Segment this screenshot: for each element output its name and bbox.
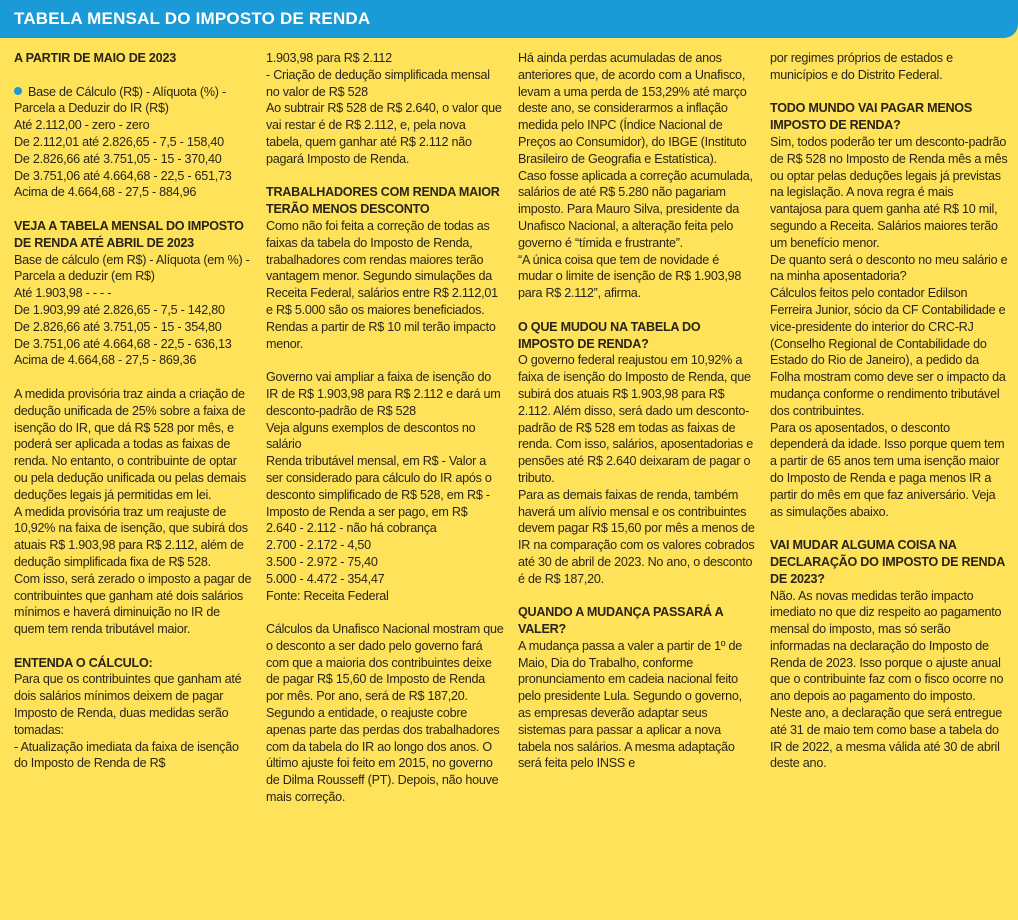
- article-body: [0, 38, 1018, 920]
- paragraph: Para que os contribuintes que ganham até dois salários mínimos deixem de pagar Imposto de Renda, duas medidas serão tomadas:: [14, 672, 242, 737]
- paragraph: Governo vai ampliar a faixa de isenção do IR de R$ 1.903,98 para R$ 2.112 e dará um desconto-padrão de R$ 528: [266, 370, 501, 418]
- table-row: De 2.112,01 até 2.826,65 - 7,5 - 158,40: [14, 134, 224, 149]
- paragraph: O governo federal reajustou em 10,92% a faixa de isenção do Imposto de Renda, que subirá dos atuais R$ 1.903,98 para R$ 2.112. Além disso, será dado um desconto-padrão de R$ 528 em todas as faixas de renda. Com isso, salários, aposentadorias e pensões até R$ 2.640 deixaram de pagar o tributo.: [518, 353, 753, 485]
- paragraph: Cálculos da Unafisco Nacional mostram que o desconto a ser dado pelo governo fará com que a maioria dos contribuintes deixe de pagar R$ 15,60 de Imposto de Renda por mês. Por ano, será de R$ 187,20.: [266, 622, 504, 704]
- section-heading: ENTENDA O CÁLCULO:: [14, 655, 153, 670]
- section-heading: VEJA A TABELA MENSAL DO IMPOSTO DE RENDA ATÉ ABRIL DE 2023: [14, 218, 244, 250]
- paragraph: por regimes próprios de estados e municípios e do Distrito Federal.: [770, 51, 953, 82]
- section-heading: VAI MUDAR ALGUMA COISA NA DECLARAÇÃO DO IMPOSTO DE RENDA DE 2023?: [770, 538, 1005, 586]
- paragraph: Com isso, será zerado o imposto a pagar de contribuintes que ganham até dois salários mínimos e haverá diminuição no IR de quem tem renda tributável maior.: [14, 571, 252, 637]
- paragraph: Renda tributável mensal, em R$ - Valor a ser considerado para cálculo do IR após o desconto simplificado de R$ 528, em R$ - Imposto de Renda a ser pago, em R$: [266, 454, 492, 519]
- table-row: 5.000 - 4.472 - 354,47: [266, 571, 385, 586]
- column-3: [518, 50, 756, 772]
- table-row: Até 2.112,00 - zero - zero: [14, 118, 150, 133]
- section-heading: QUANDO A MUDANÇA PASSARÁ A VALER?: [518, 605, 724, 637]
- table-row: De 3.751,06 até 4.664,68 - 22,5 - 636,13: [14, 336, 232, 351]
- paragraph: 1.903,98 para R$ 2.112: [266, 51, 392, 65]
- table-row: 3.500 - 2.972 - 75,40: [266, 554, 378, 569]
- column-4: [770, 50, 1008, 772]
- source-note: Fonte: Receita Federal: [266, 588, 389, 603]
- paragraph: Veja alguns exemplos de descontos no salário: [266, 420, 476, 452]
- table-row: De 3.751,06 até 4.664,68 - 22,5 - 651,73: [14, 168, 232, 183]
- column-2: [266, 50, 504, 806]
- table-row: Acima de 4.664,68 - 27,5 - 884,96: [14, 185, 197, 200]
- table-row: Acima de 4.664,68 - 27,5 - 869,36: [14, 353, 197, 368]
- paragraph: A medida provisória traz ainda a criação de dedução unificada de 25% sobre a faixa de isenção do IR, que dá R$ 528 por mês, e poderá ser aplicada a todas as faixas de renda. No entanto, o contribuinte de optar ou pela dedução unificada ou pelas demais deduções legais já permitidas em lei.: [14, 386, 247, 502]
- paragraph: Sim, todos poderão ter um desconto-padrão de R$ 528 no Imposto de Renda mês a mês ou optar pelas deduções legais já previstas na legislação. A nova regra é mais vantajosa para quem ganha até R$ 10 mil, segundo a Receita. Salários maiores terão um benefício menor.: [770, 134, 1008, 250]
- paragraph: A medida provisória traz um reajuste de 10,92% na faixa de isenção, que subirá dos atuais R$ 1.903,98 para R$ 2.112, além de dedução simplificada fixa de R$ 528.: [14, 504, 248, 569]
- paragraph: - Atualização imediata da faixa de isenção do Imposto de Renda de R$: [14, 739, 239, 771]
- paragraph: “A única coisa que tem de novidade é mudar o limite de isenção de R$ 1.903,98 para R$ 2.112”, afirma.: [518, 252, 742, 301]
- paragraph: Segundo a entidade, o reajuste cobre apenas parte das perdas dos trabalhadores com da tabela do IR ao longo dos anos. O último ajuste foi feito em 2015, no governo de Dilma Rousseff (PT). Depois, não houve mais correção.: [266, 706, 500, 805]
- paragraph: Ao subtrair R$ 528 de R$ 2.640, o valor que vai restar é de R$ 2.112, e, pela nova tabela, quem ganhar até R$ 2.112 não pagará Imposto de Renda.: [266, 101, 502, 166]
- paragraph: Cálculos feitos pelo contador Edilson Ferreira Junior, sócio da CF Contabilidade e vice-presidente do interior do CRC-RJ (Conselho Regional de Contabilidade do Estado do Rio de Janeiro), a pedido da Folha mostram como deve ser o impacto da mudança conforme o rendimento tributável dos contribuintes.: [770, 286, 1006, 418]
- paragraph: Não. As novas medidas terão impacto imediato no que diz respeito ao pagamento mensal do imposto, mas só serão informadas na declaração do Imposto de Renda de 2023. Isso porque o ajuste anual que o contribuinte faz com o fisco ocorre no ano depois ao pagamento do imposto.: [770, 588, 1004, 704]
- paragraph: A mudança passa a valer a partir de 1º de Maio, Dia do Trabalho, conforme pronunciamento em cadeia nacional feito pelo presidente Lula. Segundo o governo, as empresas deverão adaptar seus sistemas para passar a aplicar a nova tabela nos salários. A mesma adaptação será feita pelo INSS e: [518, 638, 742, 771]
- paragraph: De quanto será o desconto no meu salário e na minha aposentadoria?: [770, 252, 1008, 284]
- table-row: De 2.826,66 até 3.751,05 - 15 - 370,40: [14, 151, 222, 166]
- paragraph: Para os aposentados, o desconto dependerá da idade. Isso porque quem tem a partir de 65 anos tem uma isenção maior do Imposto de Renda e paga menos IR a partir do mês em que faz aniversário. Veja as simulações abaixo.: [770, 420, 1005, 519]
- column-1: [14, 50, 252, 772]
- table-header-line: Base de Cálculo (R$) - Alíquota (%) - Parcela a Deduzir do IR (R$): [14, 84, 252, 118]
- header-banner: [0, 0, 1018, 38]
- paragraph: Caso fosse aplicada a correção acumulada, salários de até R$ 5.280 não pagariam imposto. Para Mauro Silva, presidente da Unafisco Nacional, a alteração feita pelo governo é “tímida e frustrante”.: [518, 168, 753, 250]
- page-title: TABELA MENSAL DO IMPOSTO DE RENDA: [14, 9, 371, 28]
- paragraph: Há ainda perdas acumuladas de anos anteriores que, de acordo com a Unafisco, levam a uma perda de 153,29% até março deste ano, se considerarmos a inflação medida pelo INPC (Índice Nacional de Preços ao Consumidor), do IBGE (Instituto Brasileiro de Geografia e Estatística).: [518, 51, 747, 166]
- table-header-line: Base de cálculo (em R$) - Alíquota (em %) - Parcela a deduzir (em R$): [14, 252, 250, 284]
- section-heading: TRABALHADORES COM RENDA MAIOR TERÃO MENOS DESCONTO: [266, 185, 500, 217]
- section-heading: TODO MUNDO VAI PAGAR MENOS IMPOSTO DE RENDA?: [770, 101, 973, 133]
- paragraph: - Criação de dedução simplificada mensal no valor de R$ 528: [266, 67, 490, 99]
- table-row: Até 1.903,98 - - - -: [14, 286, 112, 301]
- section-heading: O QUE MUDOU NA TABELA DO IMPOSTO DE RENDA?: [518, 319, 701, 351]
- table-row: De 2.826,66 até 3.751,05 - 15 - 354,80: [14, 319, 222, 334]
- paragraph: Como não foi feita a correção de todas as faixas da tabela do Imposto de Renda, trabalhadores com rendas maiores terão vantagem menor. Segundo simulações da Receita Federal, salários entre R$ 2.112,01 e R$ 5.000 são os maiores beneficiados. Rendas a partir de R$ 10 mil terão impacto menor.: [266, 218, 498, 351]
- paragraph: Para as demais faixas de renda, também haverá um alívio mensal e os contribuintes devem pagar R$ 15,60 por mês a menos de IR na comparação com os valores cobrados até 30 de abril de 2023. No ano, o desconto é de R$ 187,20.: [518, 487, 755, 586]
- table-row: De 1.903,99 até 2.826,65 - 7,5 - 142,80: [14, 302, 225, 317]
- section-heading: A PARTIR DE MAIO DE 2023: [14, 51, 176, 65]
- paragraph: Neste ano, a declaração que será entregue até 31 de maio tem como base a tabela do IR de 2022, a mesma válida até 30 de abril deste ano.: [770, 706, 1002, 771]
- table-row: 2.640 - 2.112 - não há cobrança: [266, 521, 437, 536]
- table-row: 2.700 - 2.172 - 4,50: [266, 538, 371, 553]
